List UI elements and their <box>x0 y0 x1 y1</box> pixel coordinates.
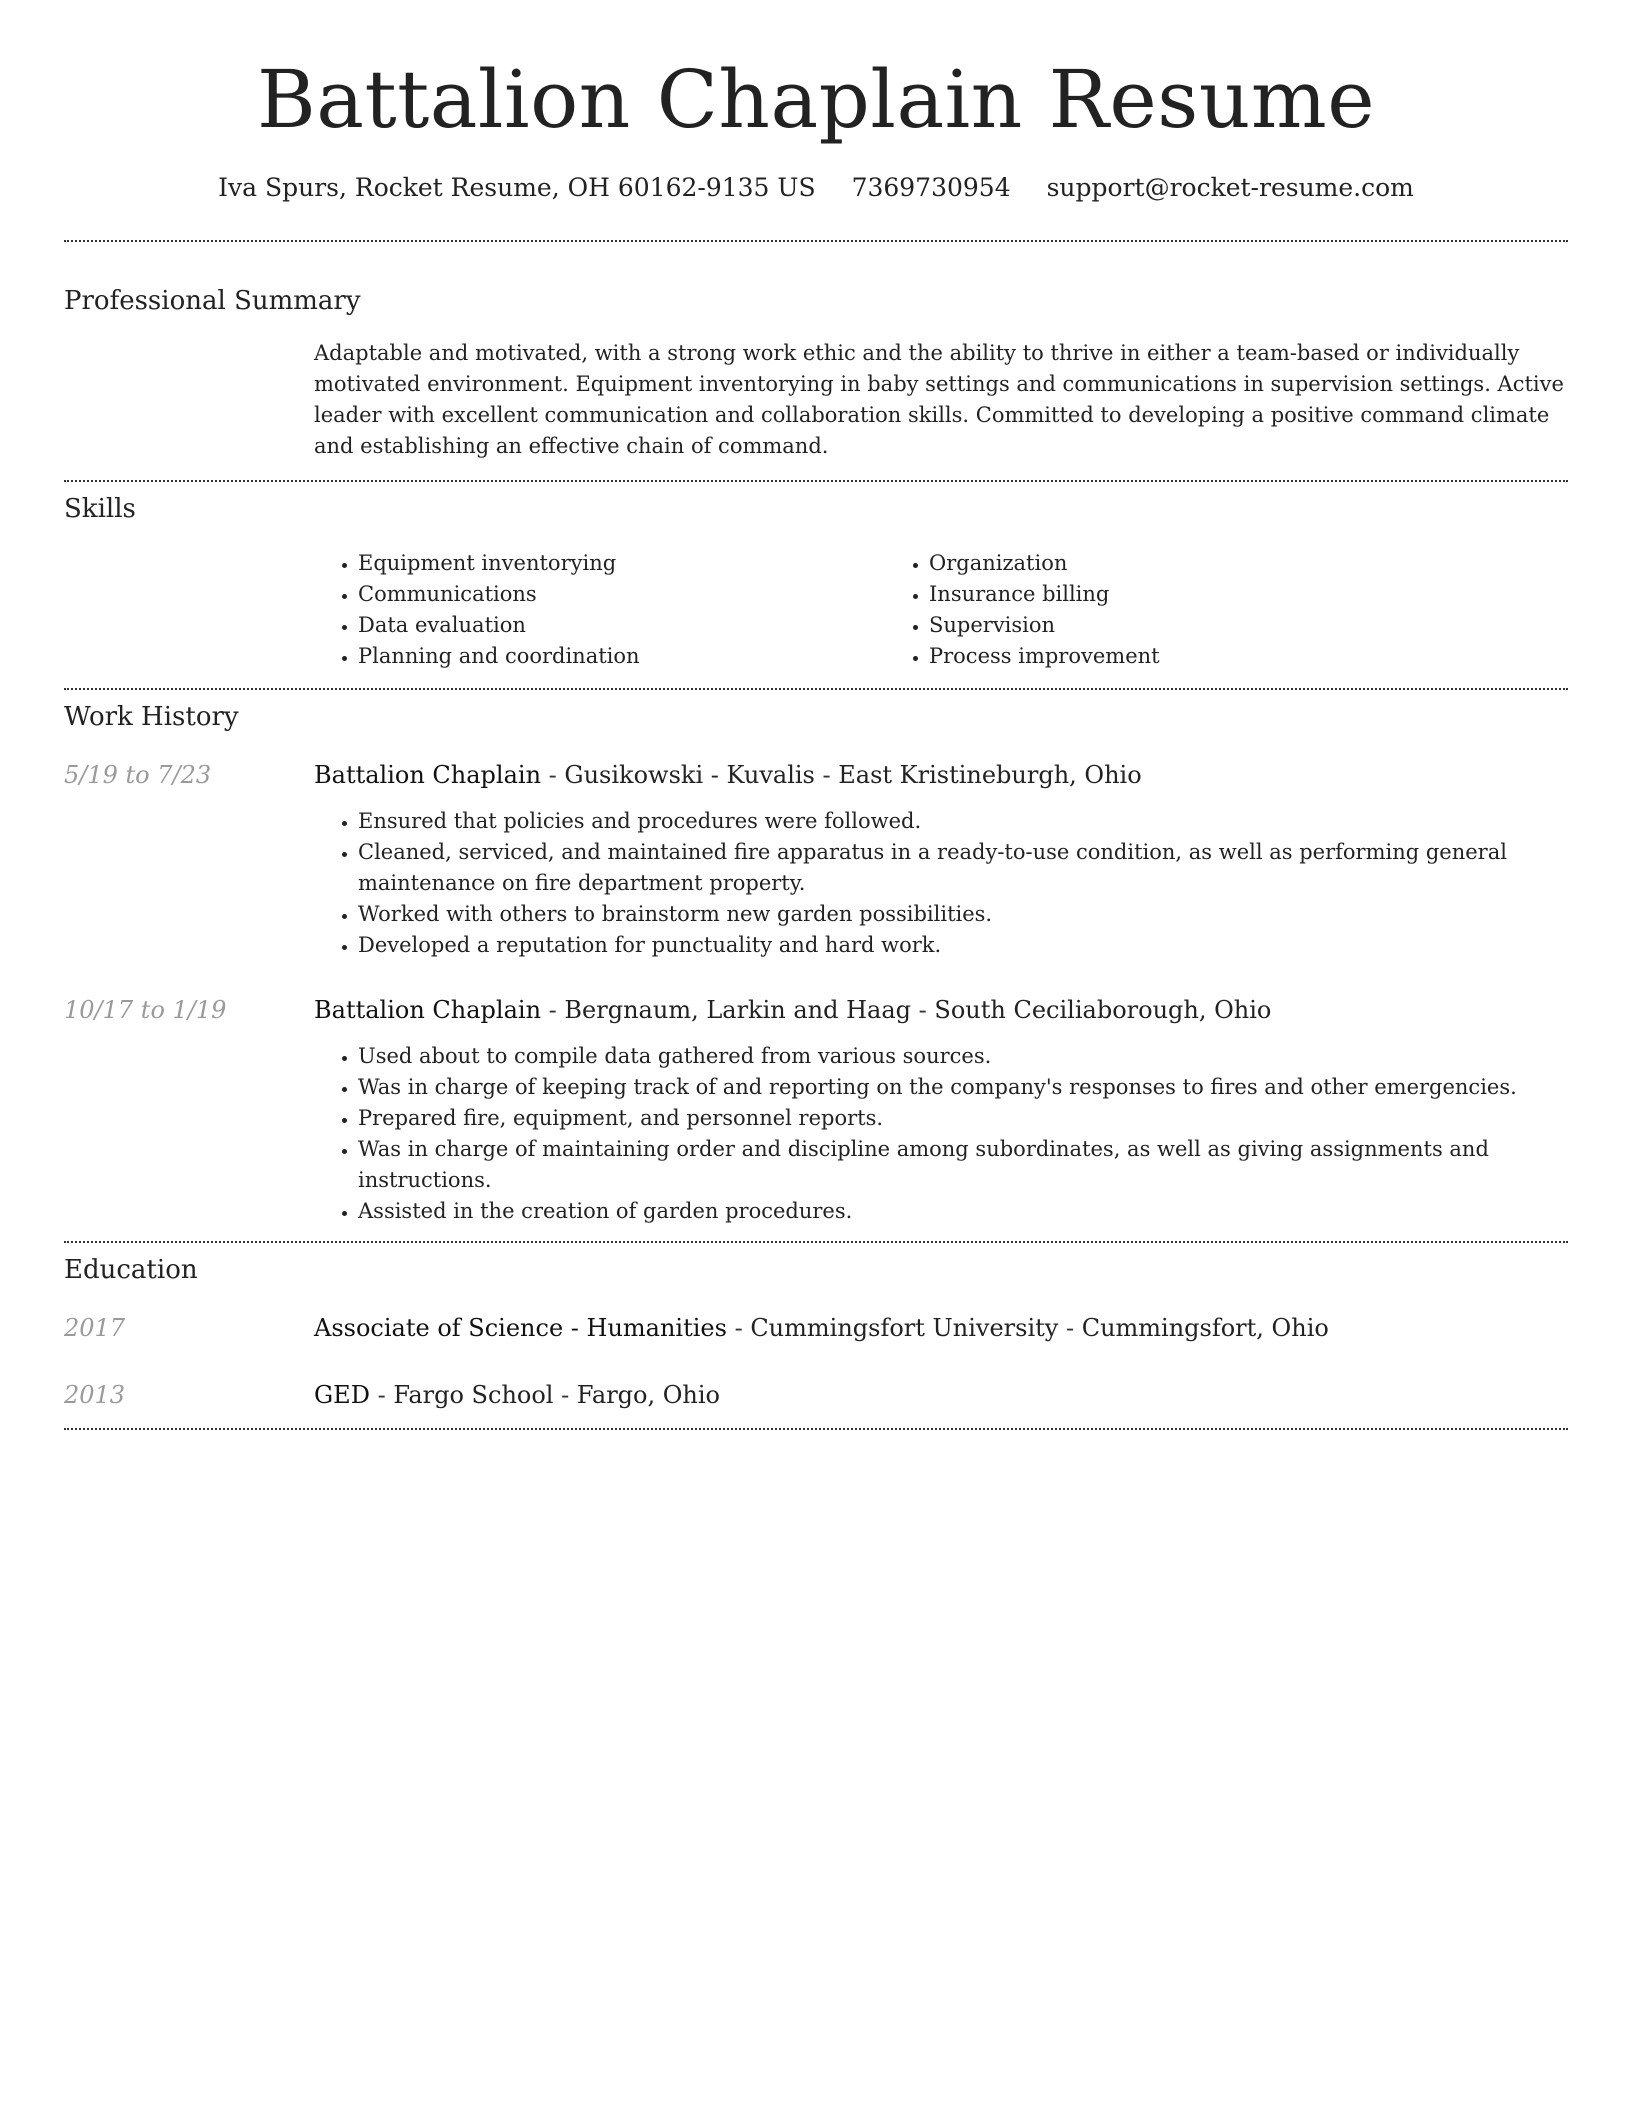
skill-item: • Planning and coordination <box>358 641 885 672</box>
job-entry <box>64 758 1568 961</box>
job-bullet: • Assisted in the creation of garden procedures. <box>358 1196 1568 1227</box>
skill-item: • Data evaluation <box>358 610 885 641</box>
job-bullet: • Prepared fire, equipment, and personnel reports. <box>358 1103 1568 1134</box>
job-heading: Battalion Chaplain - Gusikowski - Kuvalis - East Kristineburgh, Ohio <box>314 761 1142 789</box>
job-dates: 5/19 to 7/23 <box>64 761 212 789</box>
skill-item: • Communications <box>358 579 885 610</box>
job-employer: Bergnaum, Larkin and Haag <box>564 996 912 1024</box>
job-title: Battalion Chaplain <box>314 996 542 1024</box>
contact-email: support@rocket-resume.com <box>1046 173 1414 202</box>
education-entry <box>64 1311 1568 1345</box>
skill-item: • Insurance billing <box>929 579 1456 610</box>
skills-list-right <box>885 548 1456 672</box>
job-location: South Ceciliaborough, Ohio <box>934 996 1272 1024</box>
job-bullet: • Developed a reputation for punctuality and hard work. <box>358 930 1568 961</box>
skills-section <box>64 482 1568 688</box>
job-title: Battalion Chaplain <box>314 761 542 789</box>
job-dates: 10/17 to 1/19 <box>64 996 227 1024</box>
education-school: Cummingsfort University <box>750 1314 1059 1342</box>
work-history-section <box>64 690 1568 1241</box>
resume-title: Battalion Chaplain Resume <box>256 53 1376 146</box>
skill-item: • Organization <box>929 548 1456 579</box>
divider <box>64 1428 1568 1430</box>
contact-phone: 7369730954 <box>851 173 1011 202</box>
job-entry <box>64 993 1568 1227</box>
job-bullet: • Was in charge of keeping track of and reporting on the company's responses to fires and other emergencies. <box>358 1072 1568 1103</box>
job-location: East Kristineburgh, Ohio <box>838 761 1142 789</box>
skill-item: • Process improvement <box>929 641 1456 672</box>
job-bullet: • Ensured that policies and procedures were followed. <box>358 806 1568 837</box>
skill-item: • Supervision <box>929 610 1456 641</box>
education-section <box>64 1243 1568 1428</box>
section-title-skills: Skills <box>64 494 136 524</box>
job-bullet: • Was in charge of maintaining order and discipline among subordinates, as well as giving assignments and instructions. <box>358 1134 1568 1196</box>
job-bullets <box>314 806 1568 961</box>
education-location: Fargo, Ohio <box>576 1381 720 1409</box>
job-bullet: • Used about to compile data gathered from various sources. <box>358 1041 1568 1072</box>
education-year: 2017 <box>64 1314 126 1342</box>
summary-text: Adaptable and motivated, with a strong work ethic and the ability to thrive in either a team-based or individually motivated environment. Equipment inventorying in baby settings and communications in supervision settings. Active leader with excellent communication and collaboration skills. Committed to developing a positive command climate and establishing an effective chain of command. <box>314 341 1564 458</box>
job-bullet: • Worked with others to brainstorm new garden possibilities. <box>358 899 1568 930</box>
education-degree: GED <box>314 1381 370 1409</box>
job-employer: Gusikowski - Kuvalis <box>564 761 815 789</box>
job-heading: Battalion Chaplain - Bergnaum, Larkin and Haag - South Ceciliaborough, Ohio <box>314 996 1272 1024</box>
contact-line <box>64 170 1568 206</box>
summary-section <box>64 242 1568 480</box>
education-school: Fargo School <box>393 1381 554 1409</box>
education-degree: Associate of Science - Humanities <box>314 1314 727 1342</box>
education-location: Cummingsfort, Ohio <box>1081 1314 1329 1342</box>
education-heading: GED - Fargo School - Fargo, Ohio <box>314 1381 720 1409</box>
section-title-summary: Professional Summary <box>64 286 361 316</box>
education-year: 2013 <box>64 1381 126 1409</box>
section-title-education: Education <box>64 1255 198 1285</box>
education-heading: Associate of Science - Humanities - Cummingsfort University - Cummingsfort, Ohio <box>314 1314 1329 1342</box>
skills-list-left <box>314 548 885 672</box>
job-bullet: • Cleaned, serviced, and maintained fire apparatus in a ready-to-use condition, as well as performing general maintenance on fire department property. <box>358 837 1568 899</box>
contact-address: Iva Spurs, Rocket Resume, OH 60162-9135 US <box>218 173 816 202</box>
education-entry <box>64 1378 1568 1412</box>
section-title-work-history: Work History <box>64 702 239 732</box>
job-bullets <box>314 1041 1568 1227</box>
skill-item: • Equipment inventorying <box>358 548 885 579</box>
